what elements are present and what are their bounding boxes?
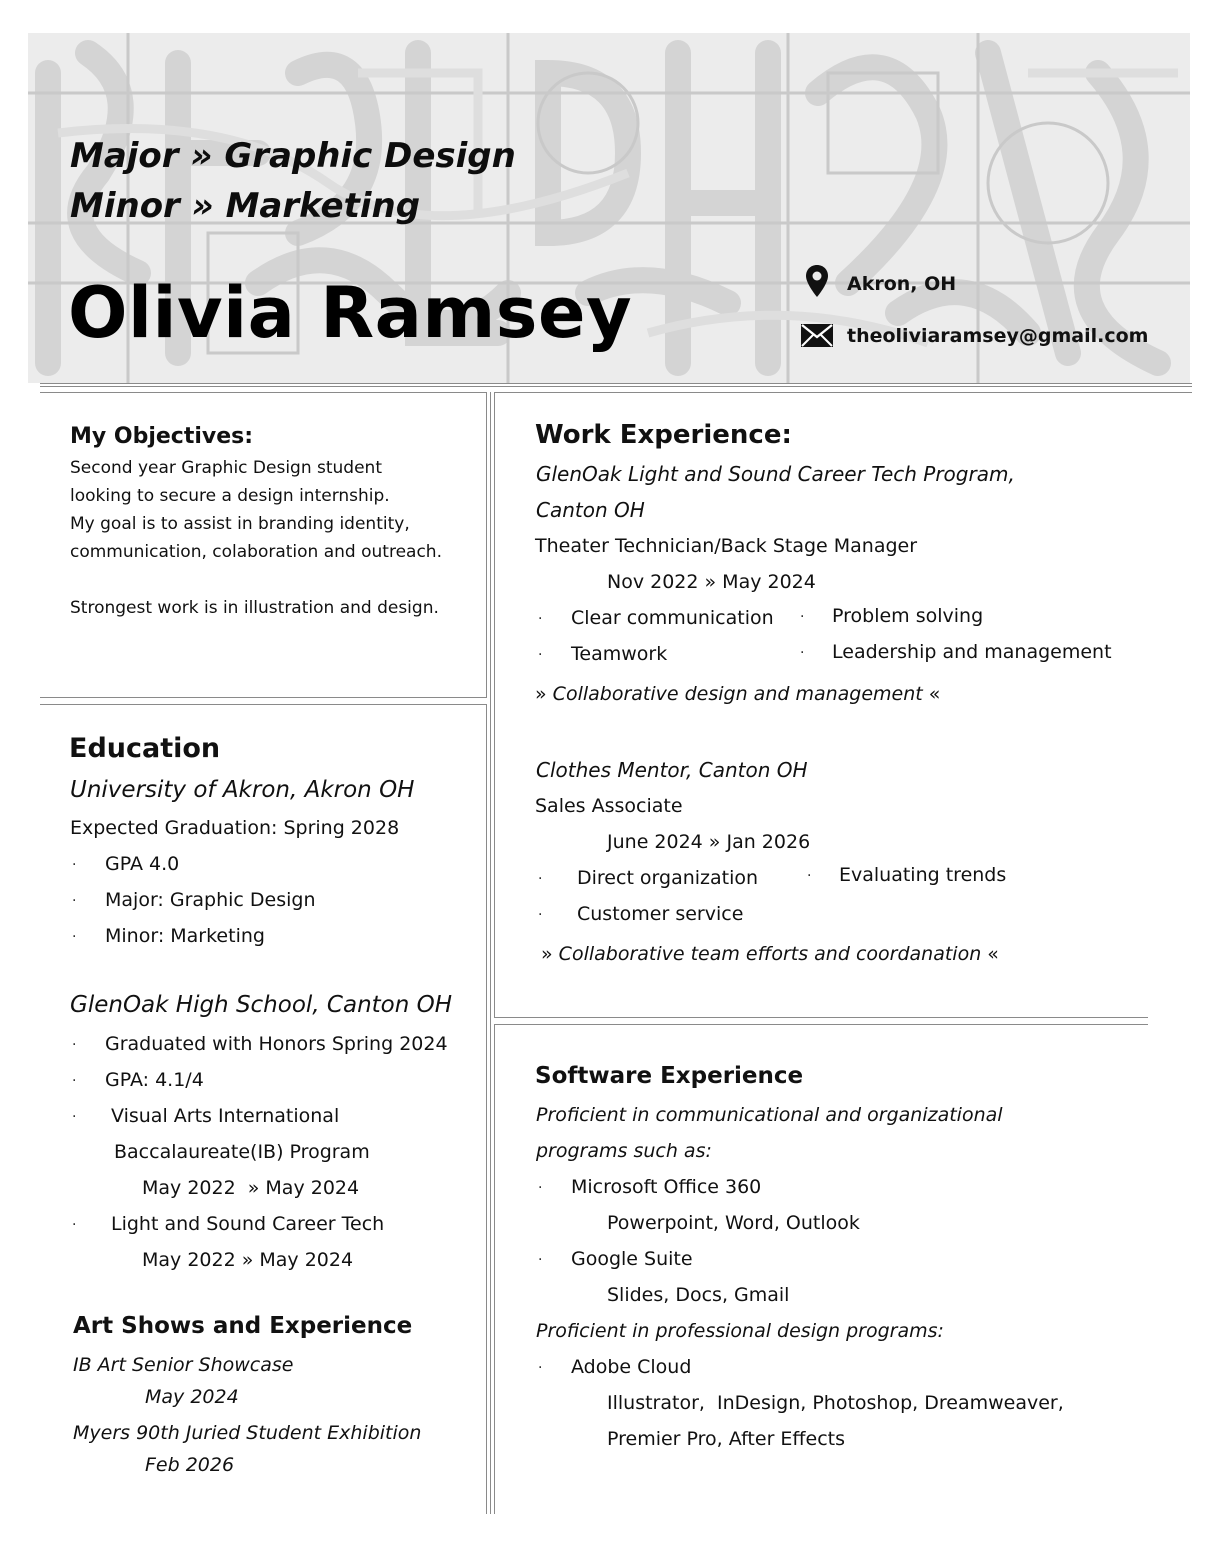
software-detail: Premier Pro, After Effects [607, 1428, 846, 1450]
software-top-rule [494, 1024, 1148, 1025]
center-rule [490, 392, 491, 1514]
job-dates: June 2024 » Jan 2026 [607, 831, 811, 853]
work-heading: Work Experience: [535, 420, 792, 450]
software-intro: programs such as: [536, 1140, 712, 1162]
university-bullet: Minor: Marketing [105, 925, 265, 947]
header-divider [40, 383, 1192, 384]
art-shows-heading: Art Shows and Experience [73, 1313, 413, 1339]
art-show-date: May 2024 [145, 1386, 239, 1408]
bullet-marker: · [72, 1217, 77, 1233]
map-pin-icon [805, 264, 829, 298]
bullet-marker: · [538, 1252, 543, 1268]
employer-location: Canton OH [536, 498, 645, 522]
objectives-bottom-rule [40, 697, 486, 698]
job-role: Sales Associate [535, 795, 683, 817]
employer-name: GlenOak Light and Sound Career Tech Program, [536, 462, 1015, 486]
email-link[interactable]: theoliviaramsey@gmail.com [847, 325, 1149, 347]
software-item: Google Suite [571, 1248, 693, 1270]
job-summary: » Collaborative team efforts and coordanation « [541, 943, 999, 965]
work-bottom-rule [494, 1017, 1148, 1018]
software-detail: Powerpoint, Word, Outlook [607, 1212, 860, 1234]
job-skill: Direct organization [577, 867, 759, 889]
job-skill: Evaluating trends [839, 864, 1007, 886]
bullet-marker: · [72, 893, 77, 909]
work-top-rule [494, 392, 1192, 393]
high-school-bullet: Visual Arts International [111, 1105, 340, 1127]
objectives-line: My goal is to assist in branding identity, [70, 514, 410, 534]
design-programs-intro: Proficient in professional design programs: [536, 1320, 944, 1342]
job-role: Theater Technician/Back Stage Manager [535, 535, 918, 557]
job-skill: Problem solving [832, 605, 984, 627]
work-left-rule [494, 392, 495, 1017]
ib-program-line: Baccalaureate(IB) Program [114, 1141, 370, 1163]
objectives-top-rule [40, 392, 486, 393]
university-bullet: Major: Graphic Design [105, 889, 316, 911]
graduation-date: Expected Graduation: Spring 2028 [70, 817, 400, 839]
software-item: Microsoft Office 360 [571, 1176, 762, 1198]
art-show-date: Feb 2026 [145, 1454, 235, 1476]
objectives-heading: My Objectives: [70, 424, 254, 449]
ib-program-dates: May 2022 » May 2024 [142, 1177, 360, 1199]
software-detail: Slides, Docs, Gmail [607, 1284, 790, 1306]
bullet-marker: · [538, 1180, 543, 1196]
software-heading: Software Experience [535, 1063, 804, 1089]
objectives-line: Strongest work is in illustration and design. [70, 598, 439, 618]
objectives-line: looking to secure a design internship. [70, 486, 390, 506]
high-school-name: GlenOak High School, Canton OH [70, 992, 453, 1018]
bullet-marker: · [72, 1037, 77, 1053]
envelope-icon [801, 324, 833, 347]
high-school-bullet: Light and Sound Career Tech [111, 1213, 385, 1235]
high-school-bullet: Graduated with Honors Spring 2024 [105, 1033, 448, 1055]
job-summary: » Collaborative design and management « [535, 683, 941, 705]
bullet-marker: · [538, 907, 543, 923]
objectives-line: Second year Graphic Design student [70, 458, 383, 478]
objectives-line: communication, colaboration and outreach. [70, 542, 442, 562]
employer-name: Clothes Mentor, Canton OH [536, 758, 808, 782]
job-skill: Teamwork [571, 643, 668, 665]
software-intro: Proficient in communicational and organizational [536, 1104, 1003, 1126]
bullet-marker: · [538, 611, 543, 627]
job-skill: Customer service [577, 903, 744, 925]
bullet-marker: · [807, 868, 812, 884]
university-bullet: GPA 4.0 [105, 853, 180, 875]
objectives-right-rule [486, 392, 487, 698]
bullet-marker: · [800, 645, 805, 661]
university-name: University of Akron, Akron OH [70, 777, 415, 803]
job-dates: Nov 2022 » May 2024 [607, 571, 816, 593]
education-top-rule [40, 704, 486, 705]
left-column-rule [486, 704, 487, 1514]
bullet-marker: · [72, 929, 77, 945]
high-school-bullet: GPA: 4.1/4 [105, 1069, 204, 1091]
bullet-marker: · [72, 1109, 77, 1125]
art-show-title: Myers 90th Juried Student Exhibition [73, 1422, 422, 1444]
bullet-marker: · [72, 1073, 77, 1089]
software-item: Adobe Cloud [571, 1356, 692, 1378]
bullet-marker: · [72, 857, 77, 873]
minor-line: Minor » Marketing [70, 186, 421, 226]
education-heading: Education [69, 733, 221, 764]
header-divider-2 [40, 386, 1192, 387]
bullet-marker: · [800, 609, 805, 625]
major-line: Major » Graphic Design [70, 136, 516, 176]
job-skill: Leadership and management [832, 641, 1112, 663]
candidate-name: Olivia Ramsey [68, 272, 633, 354]
job-skill: Clear communication [571, 607, 774, 629]
location-text: Akron, OH [847, 273, 957, 295]
bullet-marker: · [538, 647, 543, 663]
bullet-marker: · [538, 871, 543, 887]
art-show-title: IB Art Senior Showcase [73, 1354, 294, 1376]
career-tech-dates: May 2022 » May 2024 [142, 1249, 354, 1271]
software-detail: Illustrator, InDesign, Photoshop, Dreamweaver, [607, 1392, 1064, 1414]
bullet-marker: · [538, 1360, 543, 1376]
software-left-rule [494, 1024, 495, 1514]
